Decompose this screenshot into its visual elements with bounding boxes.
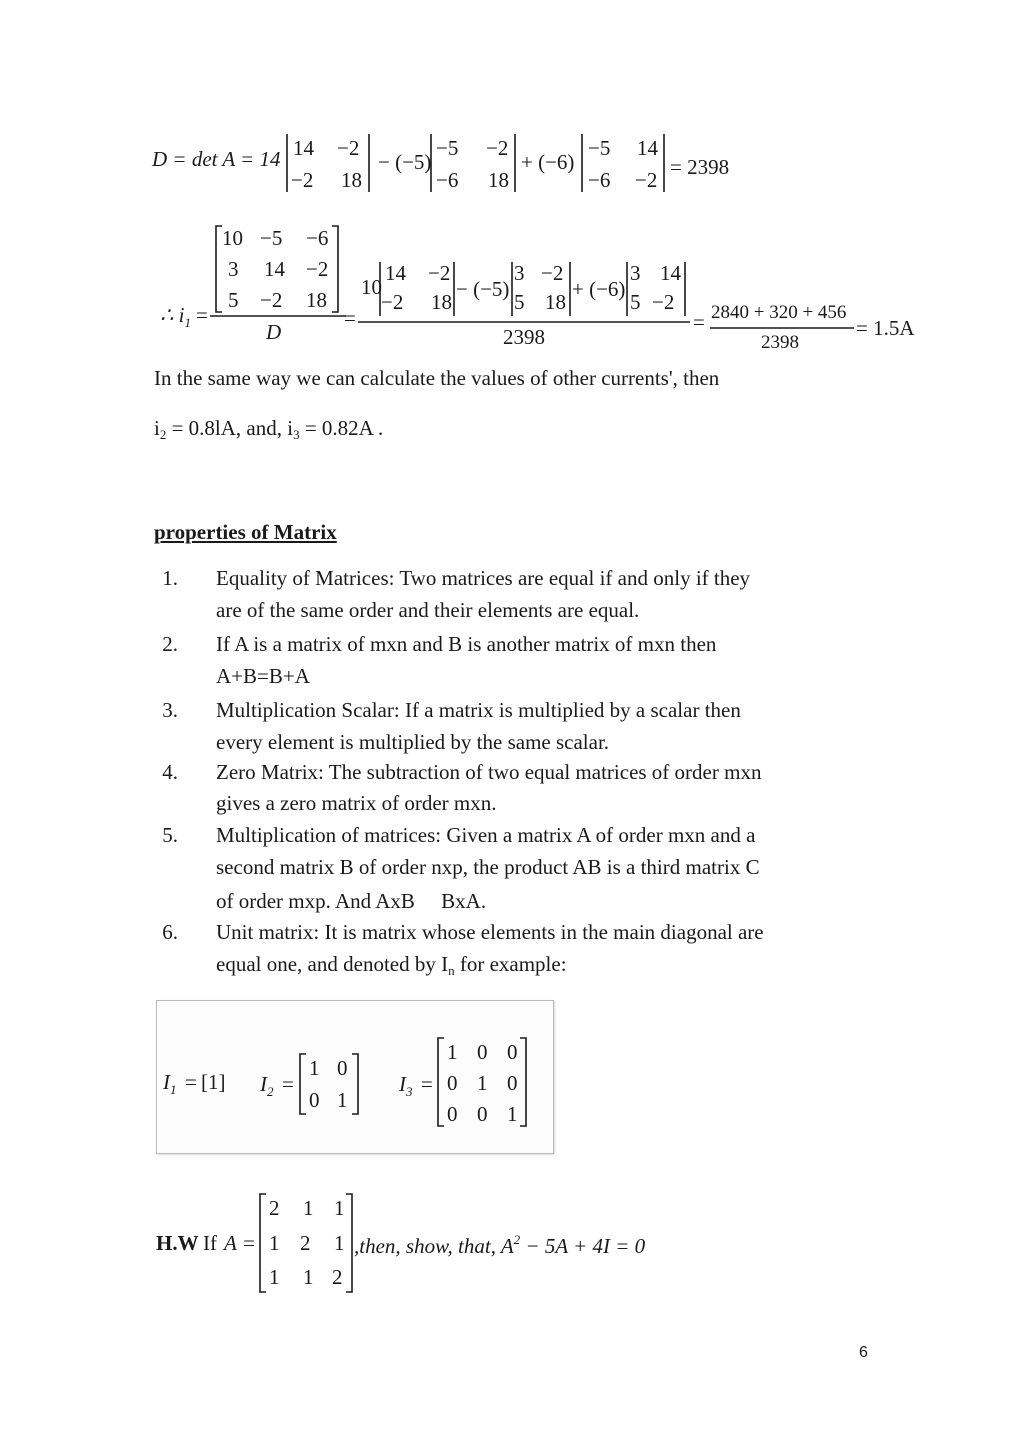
i1-big-r2c3: −2 xyxy=(306,257,329,281)
det-result: = 2398 xyxy=(670,155,730,179)
i1-m2-r2c1: 5 xyxy=(514,290,525,314)
i1-denom2-2398: 2398 xyxy=(761,332,799,353)
i1-denom-2398: 2398 xyxy=(503,325,545,349)
i1-big-r2c2: 14 xyxy=(264,257,285,281)
det-m1-r1c1: 14 xyxy=(293,136,314,160)
list-item-number: 4. xyxy=(162,760,178,784)
identity-i3-r1c2: 0 xyxy=(477,1040,488,1064)
homework-r3c1: 1 xyxy=(269,1265,280,1289)
homework-r2c2: 2 xyxy=(300,1231,311,1255)
i1-m1-r1c1: 14 xyxy=(385,261,406,285)
identity-i3-r3c2: 0 xyxy=(477,1102,488,1126)
list-item-number: 3. xyxy=(162,698,178,722)
identity-i3-r2c3: 0 xyxy=(507,1071,518,1095)
identity-i2-r1c1: 1 xyxy=(309,1056,320,1080)
homework-r1c3: 1 xyxy=(334,1196,345,1220)
list-item-number: 1. xyxy=(162,566,178,590)
i1-m3-r2c2: −2 xyxy=(652,290,675,314)
homework-r3c2: 1 xyxy=(303,1265,314,1289)
list-item-line: Unit matrix: It is matrix whose elements in the main diagonal are xyxy=(216,920,764,944)
i1-m2-r1c1: 3 xyxy=(514,261,525,285)
i1-m1-r2c2: 18 xyxy=(431,290,452,314)
det-m2-r1c1: −5 xyxy=(436,136,459,160)
body-line-1: In the same way we can calculate the values of other currents', then xyxy=(154,366,720,390)
page-number: 6 xyxy=(859,1344,868,1361)
section-heading: properties of Matrix xyxy=(154,520,337,544)
list-item-line: Multiplication Scalar: If a matrix is multiplied by a scalar then xyxy=(216,698,741,722)
i1-num-sum: 2840 + 320 + 456 xyxy=(711,302,847,323)
i1-eq-2: = xyxy=(344,306,356,330)
i1-denom-d: D xyxy=(266,320,282,344)
homework-r2c1: 1 xyxy=(269,1231,280,1255)
identity-i1-eq: = xyxy=(185,1070,197,1094)
identity-i3-r3c1: 0 xyxy=(447,1102,458,1126)
list-item-line: A+B=B+A xyxy=(216,664,310,688)
list-item-line: every element is multiplied by the same scalar. xyxy=(216,730,610,754)
homework-label: H.W xyxy=(156,1231,199,1255)
homework-if: If xyxy=(203,1231,217,1255)
homework-r3c3: 2 xyxy=(332,1265,343,1289)
det-minus-term: − (−5) xyxy=(378,150,432,174)
det-m2-r2c1: −6 xyxy=(436,168,459,192)
properties-list xyxy=(154,0,874,1000)
identity-i3-r1c1: 1 xyxy=(447,1040,458,1064)
det-m1-r2c2: 18 xyxy=(341,168,362,192)
det-m2-r2c2: 18 xyxy=(488,168,509,192)
i1-big-r2c1: 3 xyxy=(228,257,239,281)
list-item-line: second matrix B of order nxp, the product AB is a third matrix C xyxy=(216,855,760,879)
identity-i2-r2c2: 1 xyxy=(337,1088,348,1112)
list-item-line: are of the same order and their elements are equal. xyxy=(216,598,640,622)
identity-i3-r2c1: 0 xyxy=(447,1071,458,1095)
det-m3-r2c2: −2 xyxy=(635,168,658,192)
i1-big-r3c3: 18 xyxy=(306,288,327,312)
i1-big-r1c3: −6 xyxy=(306,226,329,250)
identity-i3-r1c3: 0 xyxy=(507,1040,518,1064)
homework-r1c1: 2 xyxy=(269,1196,280,1220)
i1-plus-term: + (−6) xyxy=(572,277,626,301)
det-m3-r1c1: −5 xyxy=(588,136,611,160)
list-item-number: 2. xyxy=(162,632,178,656)
i1-lhs: ∴ $i_1$ xyxy=(160,303,191,330)
i1-minus-term: − (−5) xyxy=(456,277,510,301)
list-item-line: gives a zero matrix of order mxn. xyxy=(216,791,497,815)
list-item-line: Equality of Matrices: Two matrices are equal if and only if they xyxy=(216,566,751,590)
identity-i3-r3c3: 1 xyxy=(507,1102,518,1126)
identity-i2-label: $I_2$ xyxy=(260,1072,274,1099)
i1-big-r1c2: −5 xyxy=(260,226,283,250)
i1-m2-r1c2: −2 xyxy=(541,261,564,285)
det-m2-r1c2: −2 xyxy=(486,136,509,160)
det-eq-lhs: D = det A = 14 xyxy=(152,147,281,171)
list-item-line: equal one, and denoted by In for example: xyxy=(216,952,567,978)
i1-eq-3: = xyxy=(693,310,705,334)
list-item-line: Multiplication of matrices: Given a matrix A of order mxn and a xyxy=(216,823,756,847)
identity-i3-r2c2: 1 xyxy=(477,1071,488,1095)
identity-i3-label: $I_3$ xyxy=(399,1072,413,1099)
i1-result: = 1.5A xyxy=(856,316,915,340)
identity-i2-r1c2: 0 xyxy=(337,1056,348,1080)
identity-i1-value: [1] xyxy=(201,1070,226,1094)
identity-i2-eq: = xyxy=(282,1072,294,1096)
homework-a-eq: A = xyxy=(224,1231,256,1255)
det-m3-r2c1: −6 xyxy=(588,168,611,192)
list-item-line: Zero Matrix: The subtraction of two equal matrices of order mxn xyxy=(216,760,762,784)
homework-r2c3: 1 xyxy=(334,1231,345,1255)
identity-i3-eq: = xyxy=(421,1072,433,1096)
i1-m3-r2c1: 5 xyxy=(630,290,641,314)
identity-i2-r2c1: 0 xyxy=(309,1088,320,1112)
i1-m1-r1c2: −2 xyxy=(428,261,451,285)
det-plus-term: + (−6) xyxy=(521,150,575,174)
i1-m3-r1c2: 14 xyxy=(660,261,681,285)
i1-m1-r2c1: −2 xyxy=(381,290,404,314)
list-item-line: of order mxp. And AxB BxA. xyxy=(216,889,487,913)
identity-i2-brackets xyxy=(296,1050,362,1118)
homework-statement: ,then, show, that, $A^2 - 5A + 4I = 0$ xyxy=(354,1232,646,1258)
i1-lhs-eq: = xyxy=(196,303,208,327)
i1-big-r1c1: 10 xyxy=(222,226,243,250)
i1-big-r3c1: 5 xyxy=(228,288,239,312)
det-m1-r2c1: −2 xyxy=(291,168,314,192)
i1-coef-10: 10 xyxy=(361,275,382,299)
i1-m2-r2c2: 18 xyxy=(545,290,566,314)
identity-i1-label: $I_1$ xyxy=(163,1070,177,1097)
det-m1-r1c2: −2 xyxy=(337,136,360,160)
homework-r1c2: 1 xyxy=(303,1196,314,1220)
det-m3-r1c2: 14 xyxy=(637,136,658,160)
list-item-number: 5. xyxy=(162,823,178,847)
list-item-line: If A is a matrix of mxn and B is another matrix of mxn then xyxy=(216,632,717,656)
list-item-number: 6. xyxy=(162,920,178,944)
i1-big-r3c2: −2 xyxy=(260,288,283,312)
i1-m3-r1c1: 3 xyxy=(630,261,641,285)
body-line-2: i2 = 0.8lA, and, i3 = 0.82A . xyxy=(154,416,384,442)
